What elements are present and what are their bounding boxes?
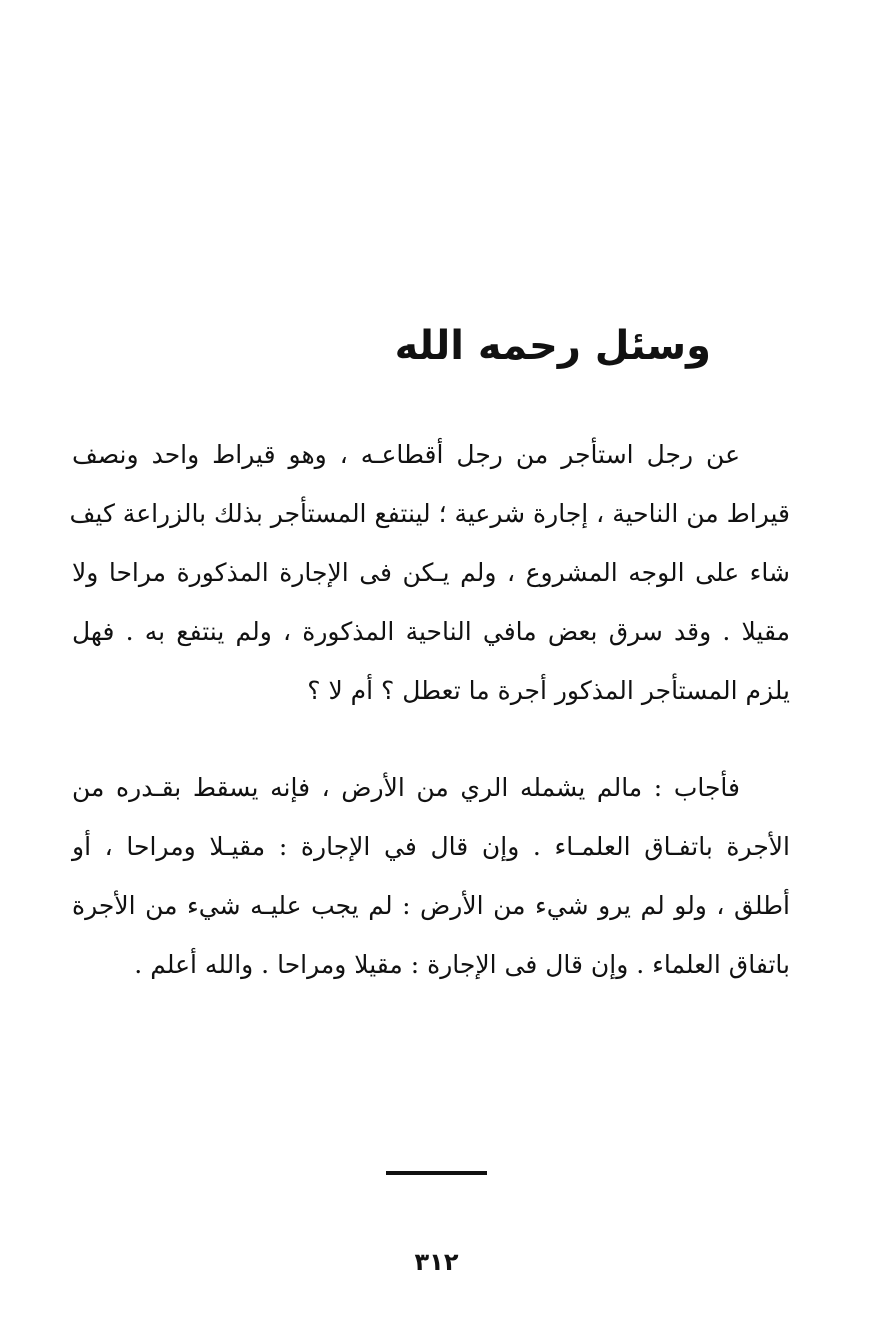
question-line: مقيلا . وقد سرق بعض مافي الناحية المذكورة ، ولم ينتفع به . فهل [72, 617, 790, 646]
answer-line: أطلق ، ولو لم يرو شيء من الأرض : لم يجب عليـه شيء من الأجرة [72, 891, 790, 920]
question-paragraph [69, 425, 790, 720]
question-line: يلزم المستأجر المذكور أجرة ما تعطل ؟ أم لا ؟ [307, 676, 790, 705]
page-number: ٣١٢ [414, 1248, 459, 1276]
footer-divider [386, 1171, 487, 1175]
question-line: عن رجل استأجر من رجل أقطاعـه ، وهو قيراط واحد ونصف [72, 440, 740, 469]
section-heading: وسئل رحمه الله [394, 323, 711, 369]
answer-line: باتفاق العلماء . وإن قال فى الإجارة : مقيلا ومراحا . والله أعلم . [134, 950, 790, 979]
answer-paragraph [72, 758, 790, 994]
question-line: شاء على الوجه المشروع ، ولم يـكن فى الإجارة المذكورة مراحا ولا [72, 558, 790, 587]
question-line: قيراط من الناحية ، إجارة شرعية ؛ لينتفع المستأجر بذلك بالزراعة كيف [69, 499, 790, 528]
answer-line: فأجاب : مالم يشمله الري من الأرض ، فإنه يسقط بقـدره من [72, 773, 740, 802]
answer-line: الأجرة باتفـاق العلمـاء . وإن قال في الإجارة : مقيـلا ومراحا ، أو [72, 832, 790, 861]
